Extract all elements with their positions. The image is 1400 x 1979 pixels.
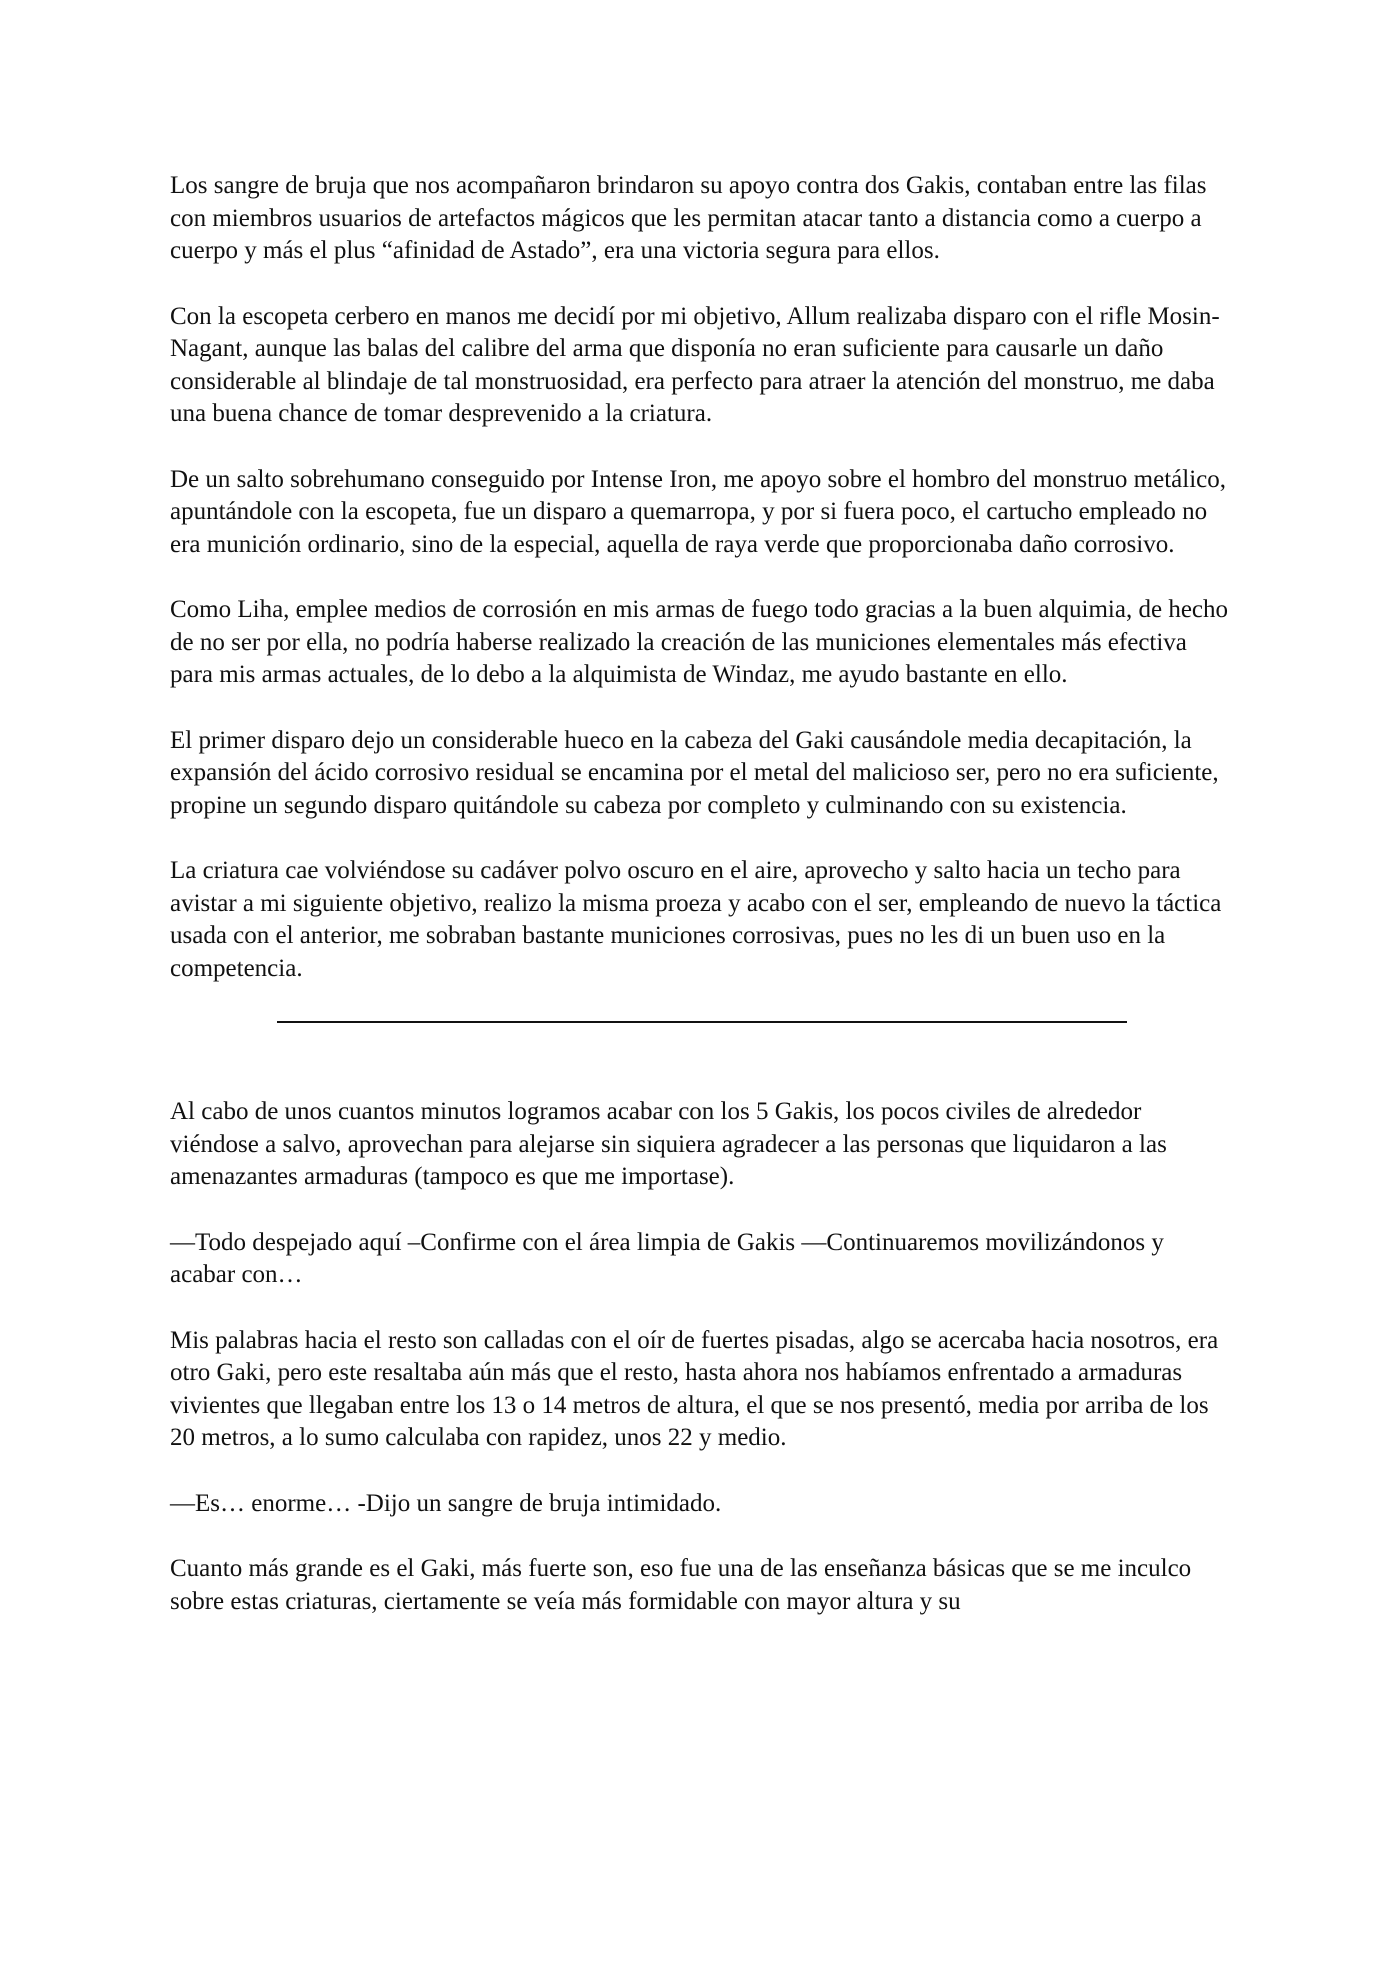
paragraph: Cuanto más grande es el Gaki, más fuerte son, eso fue una de las enseñanza básicas que se me inculco sobre estas criaturas, ciertamente se veía más formidable con mayor altura y su [170,1555,1192,1615]
paragraph: Como Liha, emplee medios de corrosión en mis armas de fuego todo gracias a la buen alquimia, de hecho de no ser por ella, no podría haberse realizado la creación de las municiones elementales más efectiva para mis armas actuales, de lo debo a la alquimista de Windaz, me ayudo bastante en ello. [170,596,1229,688]
paragraph: La criatura cae volviéndose su cadáver polvo oscuro en el aire, aprovecho y salto hacia un techo para avistar a mi siguiente objetivo, realizo la misma proeza y acabo con el ser, empleando de nuevo la táctica usada con el anterior, me sobraban bastante municiones corrosivas, pues no les di un buen uso en la competencia. [170,857,1222,982]
document-body [170,170,1235,1651]
paragraph: Con la escopeta cerbero en manos me decidí por mi objetivo, Allum realizaba disparo con el rifle Mosin-Nagant, aunque las balas del calibre del arma que disponía no eran suficiente para causarle un daño considerable al blindaje de tal monstruosidad, era perfecto para atraer la atención del monstruo, me daba una buena chance de tomar desprevenido a la criatura. [170,302,1220,427]
section-divider [277,1021,1127,1023]
section-two [170,1096,1235,1618]
paragraph: De un salto sobrehumano conseguido por Intense Iron, me apoyo sobre el hombro del monstruo metálico, apuntándole con la escopeta, fue un disparo a quemarropa, y por si fuera poco, el cartucho empleado no era munición ordinario, sino de la especial, aquella de raya verde que proporcionaba daño corrosivo. [170,465,1227,558]
dialogue-paragraph: —Es… enorme… -Dijo un sangre de bruja intimidado. [170,1489,722,1517]
paragraph: Los sangre de bruja que nos acompañaron brindaron su apoyo contra dos Gakis, contaban entre las filas con miembros usuarios de artefactos mágicos que les permitan atacar tanto a distancia como a cuerpo a cuerpo y más el plus “afinidad de Astado”, era una victoria segura para ellos. [170,172,1207,264]
paragraph: Al cabo de unos cuantos minutos logramos acabar con los 5 Gakis, los pocos civiles de alrededor viéndose a salvo, aprovechan para alejarse sin siquiera agradecer a las personas que liquidaron a las amenazantes armaduras (tampoco es que me importase). [170,1098,1167,1190]
paragraph: El primer disparo dejo un considerable hueco en la cabeza del Gaki causándole media decapitación, la expansión del ácido corrosivo residual se encamina por el metal del malicioso ser, pero no era suficiente, propine un segundo disparo quitándole su cabeza por completo y culminando con su existencia. [170,726,1219,819]
paragraph: Mis palabras hacia el resto son calladas con el oír de fuertes pisadas, algo se acercaba hacia nosotros, era otro Gaki, pero este resaltaba aún más que el resto, hasta ahora nos habíamos enfrentado a armaduras vivientes que llegaban entre los 13 o 14 metros de altura, el que se nos presentó, media por arriba de los 20 metros, a lo sumo calculaba con rapidez, unos 22 y medio. [170,1326,1219,1451]
dialogue-paragraph: —Todo despejado aquí –Confirme con el área limpia de Gakis —Continuaremos movilizándonos y acabar con… [170,1228,1164,1288]
